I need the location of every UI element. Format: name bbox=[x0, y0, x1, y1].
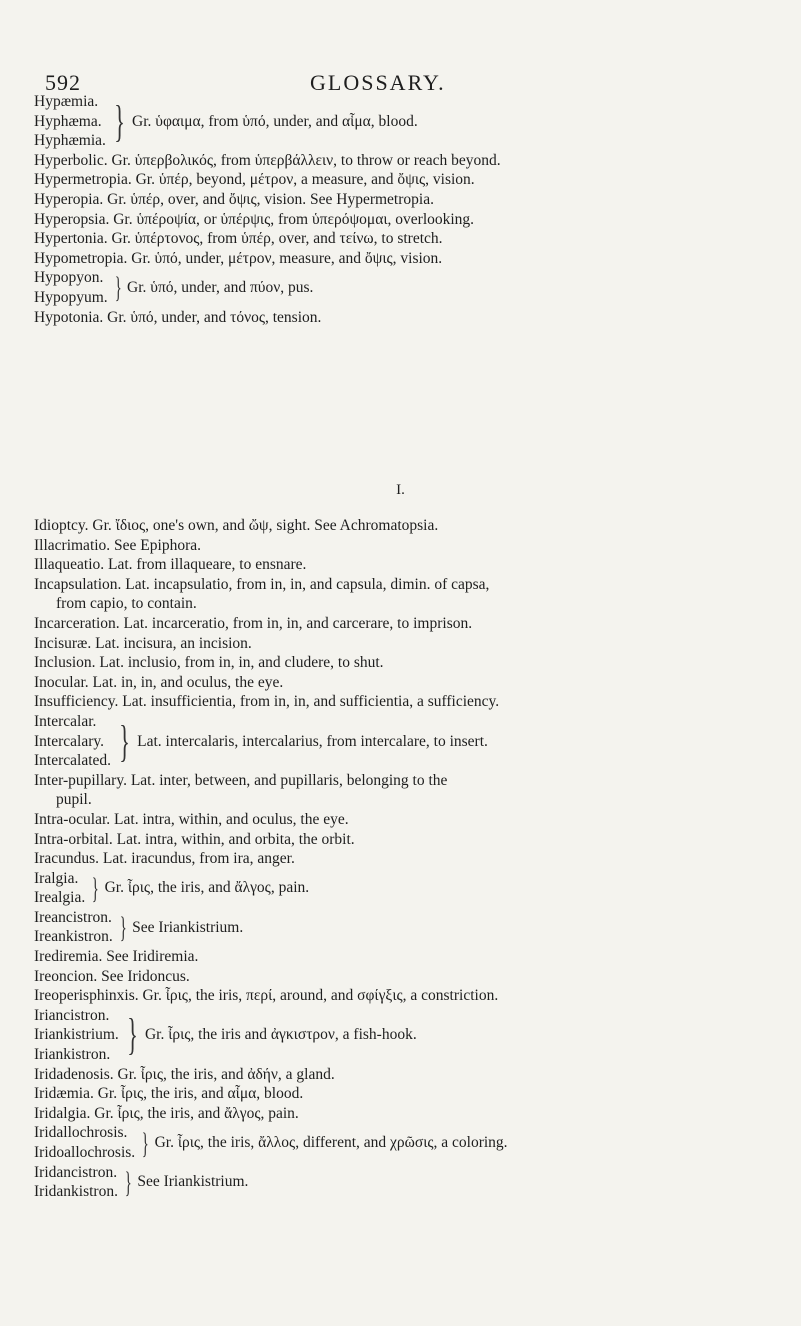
entry-intercalar bbox=[34, 712, 779, 771]
brace: } bbox=[127, 1010, 138, 1060]
entry-incapsulation: Incapsulation. Lat. incapsulatio, from in, in, and capsula, dimin. of capsa, bbox=[34, 575, 490, 593]
entry-hypotonia: Hypotonia. Gr. ὑπό, under, and τόνος, tension. bbox=[34, 308, 322, 326]
entry-incarceration: Incarceration. Lat. incarceratio, from in, in, and carcerare, to imprison. bbox=[34, 614, 473, 632]
headword: Iridoallochrosis. bbox=[34, 1144, 136, 1161]
etymology: Gr. ἶρις, the iris, and ἄλγος, pain. bbox=[104, 879, 310, 897]
entry-hyperbolic: Hyperbolic. Gr. ὑπερβολικός, from ὑπερβάλλειν, to throw or reach beyond. bbox=[34, 151, 501, 169]
entry-illaqueatio: Illaqueatio. Lat. from illaqueare, to ensnare. bbox=[34, 556, 307, 574]
entry-iridalgia: Iridalgia. Gr. ἶρις, the iris, and ἄλγος, pain. bbox=[34, 1104, 299, 1122]
entry-inclusion: Inclusion. Lat. inclusio, from in, in, and cludere, to shut. bbox=[34, 654, 384, 672]
headword: Iriancistron. bbox=[34, 1006, 110, 1024]
entry-ireoperisphinxis: Ireoperisphinxis. Gr. ἶρις, the iris, περί, around, and σφίγξις, a constriction. bbox=[34, 987, 499, 1005]
headword: Iriankistron. bbox=[34, 1046, 111, 1064]
headword: Ireancistron. bbox=[34, 908, 112, 926]
headword: Hypopyum. bbox=[34, 288, 108, 306]
entry-continuation: pupil. bbox=[56, 791, 92, 809]
entry-insufficiency: Insufficiency. Lat. insufficientia, from in, in, and sufficientia, a sufficiency. bbox=[34, 693, 500, 711]
entry-intra-ocular: Intra-ocular. Lat. intra, within, and oculus, the eye. bbox=[34, 810, 349, 828]
etymology: See Iriankistrium. bbox=[132, 918, 244, 936]
headword: Iriankistrium. bbox=[34, 1026, 119, 1044]
h-entries bbox=[34, 92, 779, 327]
etymology: Gr. ὑφαιμα, from ὑπό, under, and αἷμα, blood. bbox=[132, 112, 418, 130]
entry-hypertonia: Hypertonia. Gr. ὑπέρτονος, from ὑπέρ, over, and τείνω, to stretch. bbox=[34, 230, 443, 248]
entry-hypermetropia: Hypermetropia. Gr. ὑπέρ, beyond, μέτρον, a measure, and ὄψις, vision. bbox=[34, 171, 475, 189]
brace: } bbox=[119, 910, 127, 944]
entry-iriancistron bbox=[34, 1006, 779, 1065]
brace: } bbox=[141, 1126, 149, 1160]
etymology: Lat. intercalaris, intercalarius, from intercalare, to insert. bbox=[137, 732, 488, 750]
brace: } bbox=[124, 1165, 132, 1199]
entry-continuation: from capio, to contain. bbox=[56, 595, 197, 613]
brace: } bbox=[119, 716, 130, 766]
headword: Hypopyon. bbox=[34, 269, 104, 287]
entry-inocular: Inocular. Lat. in, in, and oculus, the eye. bbox=[34, 673, 284, 691]
headword: Intercalar. bbox=[34, 712, 97, 730]
entry-irediremia: Irediremia. See Iridiremia. bbox=[34, 948, 199, 966]
entry-inter-pupillary: Inter-pupillary. Lat. inter, between, and pupillaris, belonging to the bbox=[34, 771, 448, 789]
entry-hypometropia: Hypometropia. Gr. ὑπό, under, μέτρον, measure, and ὄψις, vision. bbox=[34, 249, 443, 267]
entry-iralgia bbox=[34, 869, 779, 908]
entry-iridancistron bbox=[34, 1163, 779, 1202]
brace: } bbox=[114, 271, 122, 305]
etymology: Gr. ἶρις, the iris and ἀγκιστρον, a fish-hook. bbox=[144, 1026, 417, 1044]
entry-ireancistron bbox=[34, 908, 779, 947]
headword: Iralgia. bbox=[34, 869, 79, 887]
entry-intra-orbital: Intra-orbital. Lat. intra, within, and orbita, the orbit. bbox=[34, 830, 355, 848]
entry-iridadenosis: Iridadenosis. Gr. ἶρις, the iris, and ἀδήν, a gland. bbox=[34, 1065, 335, 1083]
entry-hyperopia: Hyperopia. Gr. ὑπέρ, over, and ὄψις, vision. See Hypermetropia. bbox=[34, 190, 434, 208]
headword: Iridancistron. bbox=[34, 1163, 118, 1181]
etymology: Gr. ἶρις, the iris, ἄλλος, different, and χρῶσις, a coloring. bbox=[154, 1134, 508, 1152]
brace: } bbox=[114, 96, 125, 146]
headword: Hyphæma. bbox=[34, 112, 102, 130]
headword: Iridallochrosis. bbox=[34, 1124, 128, 1142]
i-entries bbox=[34, 516, 779, 1202]
entry-hypopyon bbox=[34, 268, 779, 307]
headword: Iridankistron. bbox=[34, 1183, 118, 1201]
entry-hypaemia bbox=[34, 92, 779, 151]
running-head: GLOSSARY. bbox=[310, 70, 446, 95]
entry-iridallochrosis bbox=[34, 1123, 779, 1162]
entry-idioptcy: Idioptcy. Gr. ἴδιος, one's own, and ὤψ, sight. See Achromatopsia. bbox=[34, 517, 439, 534]
entry-hyperopsia: Hyperopsia. Gr. ὑπέροψία, or ὑπέρψις, from ὑπερόψομαι, overlooking. bbox=[34, 210, 475, 228]
page-number: 592 bbox=[45, 70, 81, 95]
section-letter: I. bbox=[396, 482, 405, 498]
headword: Hyphæmia. bbox=[34, 132, 106, 150]
headword: Intercalary. bbox=[34, 732, 104, 750]
entry-ireoncion: Ireoncion. See Iridoncus. bbox=[34, 967, 190, 985]
entry-illacrimatio: Illacrimatio. See Epiphora. bbox=[34, 536, 201, 554]
entry-incisurae: Incisuræ. Lat. incisura, an incision. bbox=[34, 634, 252, 652]
headword: Irealgia. bbox=[34, 889, 86, 907]
headword: Intercalated. bbox=[34, 752, 112, 770]
etymology: Gr. ὑπό, under, and πύον, pus. bbox=[127, 279, 314, 297]
entry-iridaemia: Iridæmia. Gr. ἶρις, the iris, and αἷμα, blood. bbox=[34, 1085, 304, 1103]
entry-iracundus: Iracundus. Lat. iracundus, from ira, anger. bbox=[34, 850, 295, 868]
headword: Hypæmia. bbox=[34, 93, 99, 110]
headword: Ireankistron. bbox=[34, 928, 113, 946]
etymology: See Iriankistrium. bbox=[137, 1173, 249, 1191]
brace: } bbox=[91, 871, 100, 905]
